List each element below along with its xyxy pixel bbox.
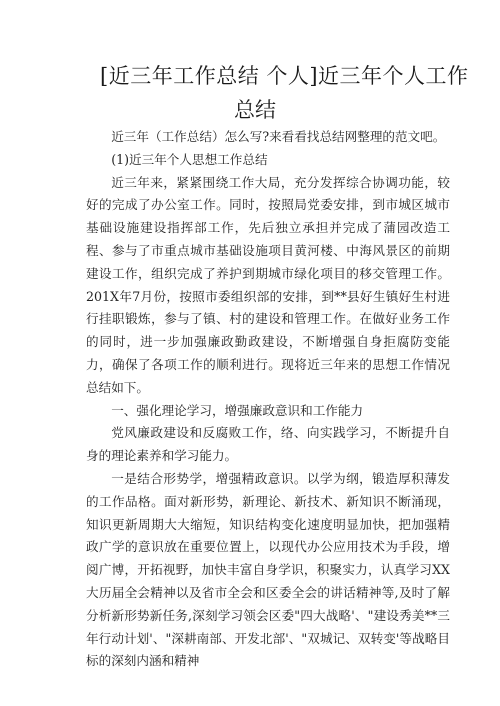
document-body <box>86 126 450 673</box>
body-paragraph: 近三年来，紧紧围绕工作大局，充分发挥综合协调功能，较好的完成了办公室工作。同时，按照局党委安排，到市城区城市基础设施建设指挥部工作，先后独立承担并完成了蒲园改造工程、参与了市重点城市基础设施项目黄河楼、中海风景区的前期建设工作，组织完成了养护到期城市绿化项目的移交管理工作。201X年7月份，按照市委组织部的安排，到**县好生镇好生村进行挂职锻炼，参与了镇、村的建设和管理工作。在做好业务工作的同时，进一步加强廉政勤政建设，不断增强自身拒腐防变能力，确保了各项工作的顺利进行。现将近三年来的思想工作情况总结如下。 <box>86 174 450 395</box>
document-title-continued: 总结 <box>234 98 276 122</box>
subsection-heading: 一、强化理论学习，增强廉政意识和工作能力 <box>111 402 364 418</box>
body-paragraph: 一是结合形势学，增强精政意识。以学为纲，锻造厚积薄发的工作品格。面对新形势，新理论、新技术、新知识不断涌现，知识更新周期大大缩短，知识结构变化速度明显加快，把加强精政广学的意识放在重要位置上，以现代办公应用技术为手段，增阅广博，开拓视野，加快丰富自身学识，积聚实力，认真学习XX大历届全会精神以及省市全会和区委全会的讲话精神等,及时了解分析新形势新任务,深刻学习领会区委"四大战略'、"建设秀美**三年行动计划'、"深耕南部、开发北部'、"双城记、双转变'等战略目标的深刻内涵和精神 <box>86 470 450 669</box>
document-title: [近三年工作总结 个人]近三年个人工作 <box>100 64 469 88</box>
section-heading: (1)近三年个人思想工作总结 <box>111 151 268 167</box>
intro-paragraph: 近三年（工作总结）怎么写?来看看找总结网整理的范文吧。 <box>111 129 446 144</box>
body-paragraph: 党风廉政建设和反腐败工作，络、向实践学习，不断提升自身的理论素养和学习能力。 <box>86 425 450 464</box>
